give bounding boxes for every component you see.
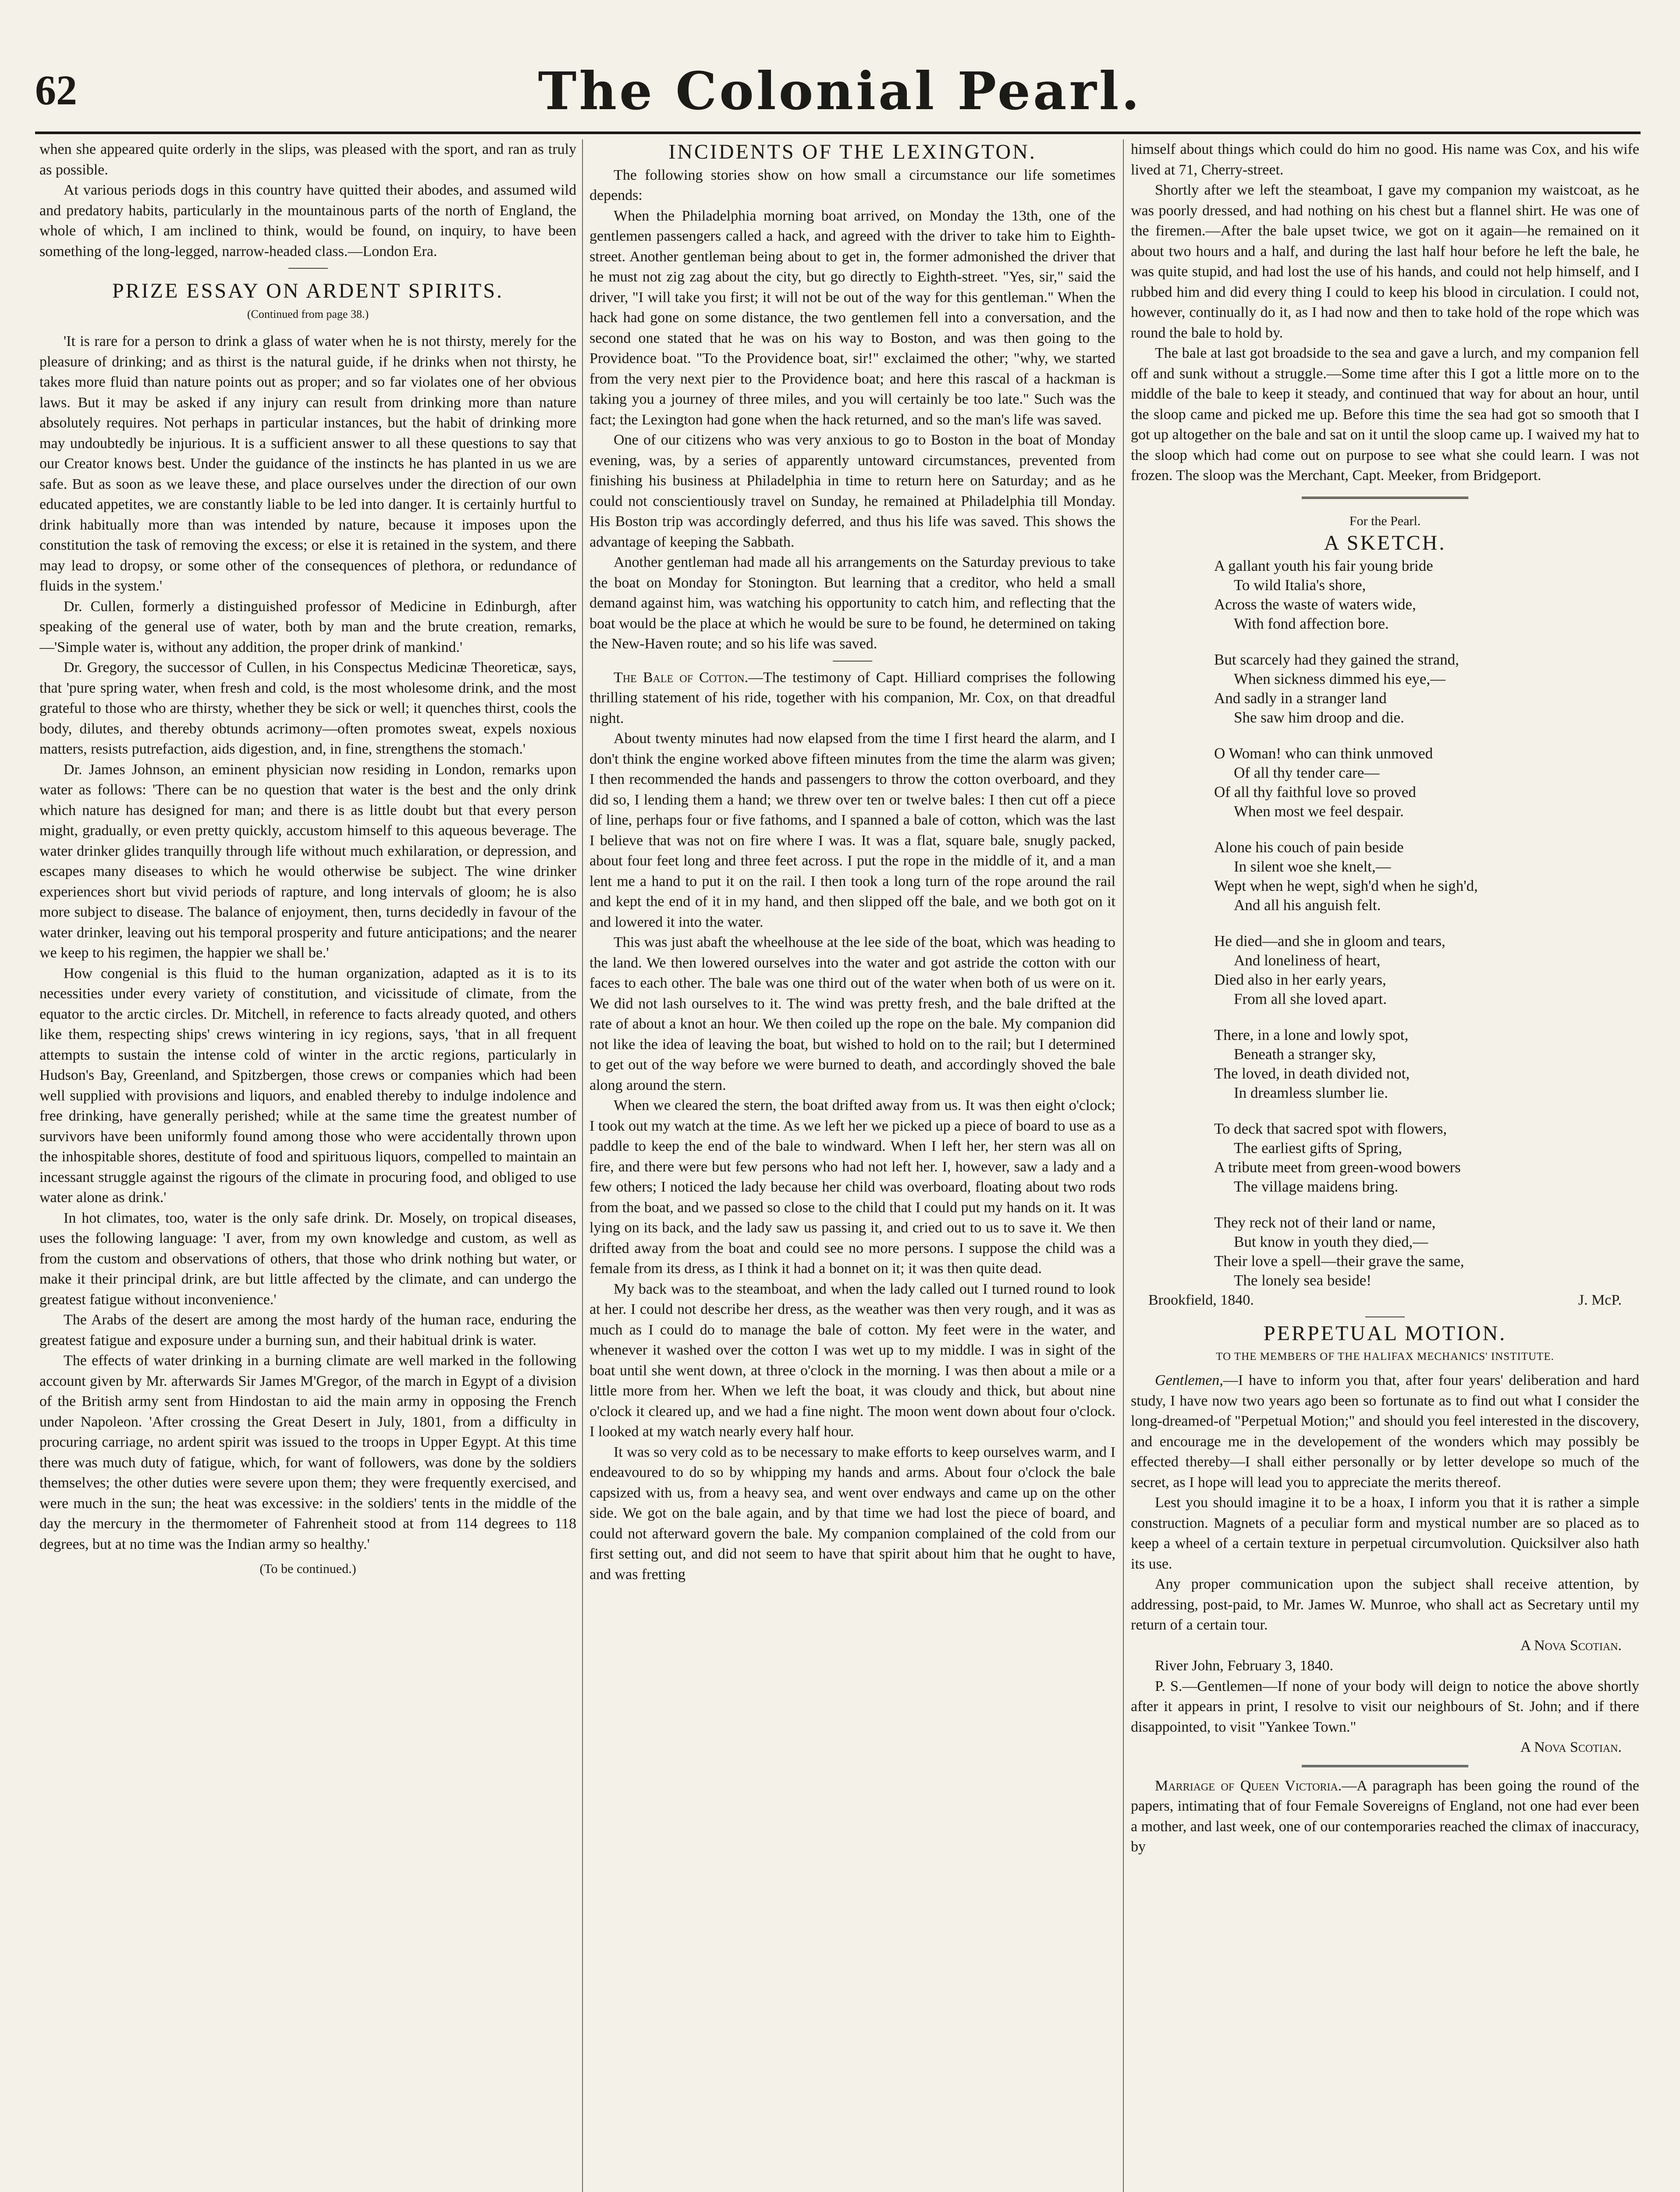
poem-stanza: [1214, 556, 1639, 633]
masthead: [0, 0, 1680, 132]
marriage-heading: Marriage of Queen Victoria.: [1155, 1777, 1342, 1794]
article-paragraph: Shortly after we left the steamboat, I gave my companion my waistcoat, as he was poorly dressed, and had nothing on his chest but a flannel shirt. He was one of the firemen.—After the bale upset twice, we got on it again—he remained on it about two hours and a half, and during the last half hour before he left the bale, he was quite stupid, and had lost the use of his hands, and could not help himself, and I rubbed him and did every thing I could to keep his blood in circulation. I could not, however, continually do it, as I had now and then to take hold of the rope which was round the bale to hold by.: [1131, 182, 1639, 341]
section-double-rule: [1302, 1765, 1468, 1769]
perpetual-motion-heading: PERPETUAL MOTION.: [1263, 1322, 1507, 1345]
perpetual-text: —I have to inform you that, after four years' deliberation and hard study, I have now two years ago been so fortunate as to find out what I consider the long-dreamed-of "Perpetual Motion;" and should you feel interested in the discovery, and encourage me in the developement of the wonders which may possibly be effected thereby—I shall either personally or by letter develope so much of the secret, as I hope will lead you to appreciate the merits thereof.: [1131, 1372, 1639, 1491]
poem-line: Died also in her early years,: [1214, 971, 1386, 988]
for-the-pearl: For the Pearl.: [1349, 513, 1421, 528]
poem-line: From all she loved apart.: [1234, 990, 1387, 1007]
article-paragraph: Any proper communication upon the subject shall receive attention, by addressing, post-paid, to Mr. James W. Munroe, who shall act as Secretary until my return of a certain tour.: [1131, 1576, 1639, 1633]
article-paragraph: How congenial is this fluid to the human organization, adapted as it is to its necessities under every variety of constitution, and vicissitude of climate, from the equator to the arctic circles. Dr. Mitchell, in reference to facts already quoted, and others like them, respecting ships' crews wintering in icy regions, says, 'that in all frequent attempts to sustain the intense cold of winter in the arctic regions, particularly in Hudson's Bay, Greenland, and Spitzbergen, those crews or companies which had been well supplied with provisions and liquors, and enabled thereby to indulge indolence and free drinking, have generally perished; while at the same time the greatest number of survivors have been uniformly found among those who were accidentally thrown upon the inhospitable shores, destitute of food and spirituous liquors, compelled to maintain an incessant struggle against the rigours of the climate in procuring food, and obliged to use water alone as drink.': [39, 965, 576, 1206]
poem-line: To deck that sacred spot with flowers,: [1214, 1120, 1447, 1137]
section-rule: [288, 268, 328, 269]
essay-heading: PRIZE ESSAY ON ARDENT SPIRITS.: [112, 279, 504, 302]
poem-line: And loneliness of heart,: [1234, 951, 1381, 969]
column-2: [590, 139, 1115, 2192]
column-divider: [582, 139, 583, 2192]
poem-stanza: [1214, 650, 1639, 727]
poem-line: They reck not of their land or name,: [1214, 1213, 1436, 1231]
poem-line: A gallant youth his fair young bride: [1214, 557, 1433, 574]
article-paragraph: One of our citizens who was very anxious to go to Boston in the boat of Monday evening, was, by a series of apparently untoward circumstances, prevented from finishing his business at Philadelphia in time to return here on Saturday; and as he could not conscientiously travel on Sunday, he remained at Philadelphia till Monday. His Boston trip was accordingly deferred, and thus his life was saved. This shows the advantage of keeping the Sabbath.: [590, 432, 1115, 550]
article-paragraph: It was so very cold as to be necessary to make efforts to keep ourselves warm, and I endeavoured to do so by whipping my hands and arms. About four o'clock the bale capsized with us, from a heavy sea, and went over endways and came up on the other side. We got on the bale again, and by that time we had lost the piece of board, and could not afterward govern the bale. My companion complained of the cold from our first setting out, and did not seem to have that spirit about him that he ought to have, and was fretting: [590, 1444, 1115, 1583]
article-paragraph: This was just abaft the wheelhouse at the lee side of the boat, which was heading to the land. We then lowered ourselves into the water and got astride the cotton with our faces to each other. The bale was one third out of the water when both of us were on it. We did not lash ourselves to it. The wind was pretty fresh, and the bale drifted at the rate of about a knot an hour. We then coiled up the rope on the bale. My companion did not like the idea of leaving the boat, but wished to hold on to the rail; but I determined to get out of the way before we were burned to death, and accordingly shoved the bale along around the stern.: [590, 934, 1115, 1093]
article-paragraph: [1131, 1370, 1639, 1493]
poem-place: Brookfield, 1840.: [1148, 1292, 1254, 1308]
postscript: P. S.—Gentlemen—If none of your body will deign to notice the above shortly after it appears in print, I resolve to visit our neighbours of St. John; and if there disappointed, to visit "Yankee Town.": [1131, 1678, 1639, 1735]
article-paragraph: At various periods dogs in this country have quitted their abodes, and assumed wild and predatory habits, particularly in the mountainous parts of the north of England, the whole of which, I am inclined to think, would be found, on inquiry, to have been something of the long-legged, narrow-headed class.—London Era.: [39, 182, 576, 260]
article-paragraph: The Arabs of the desert are among the most hardy of the human race, enduring the greatest fatigue and exposure under a burning sun, and their habitual drink is water.: [39, 1312, 576, 1349]
poem-signature: [1131, 1290, 1639, 1311]
article-paragraph: In hot climates, too, water is the only safe drink. Dr. Mosely, on tropical diseases, uses the following language: 'I aver, from my own knowledge and custom, as well as from the custom and observations of others, that those who drink nothing but water, or make it their principal drink, are but little affected by the climate, and can undergo the greatest fatigue without inconvenience.': [39, 1210, 576, 1308]
section-double-rule: [1302, 497, 1468, 501]
poem-line: And all his anguish felt.: [1234, 896, 1381, 914]
poem-line: Beneath a stranger sky,: [1234, 1045, 1376, 1063]
poem-line: And sadly in a stranger land: [1214, 689, 1387, 707]
poem-line: Alone his couch of pain beside: [1214, 838, 1404, 856]
incidents-heading: INCIDENTS OF THE LEXINGTON.: [668, 140, 1037, 164]
poem-line: The village maidens bring.: [1234, 1178, 1399, 1195]
poem-line: In dreamless slumber lie.: [1234, 1084, 1388, 1101]
poem-line: O Woman! who can think unmoved: [1214, 744, 1433, 762]
poem-line: Across the waste of waters wide,: [1214, 595, 1416, 613]
poem-line: The earliest gifts of Spring,: [1234, 1139, 1402, 1156]
poem-line: Their love a spell—their grave the same,: [1214, 1252, 1464, 1270]
article-paragraph: When the Philadelphia morning boat arrived, on Monday the 13th, one of the gentlemen passengers called a hack, and agreed with the driver to take him to Eighth-street. Another gentleman being about to get in, the former admonished the driver that he must not zig zag about the city, but go directly to Eighth-street. "Yes, sir," said the driver, "I will take you first; it will not be out of the way for this gentleman." When the hack had gone on some distance, the two gentlemen fell into a conversation, and the second one stated that he was on his way to Boston, and was then going to the Providence boat. "To the Providence boat, sir!" exclaimed the other; "why, we started from the very next pier to the Providence boat; and here this rascal of a hackman is taking you a journey of three miles, and you will certainly be too late." Such was the fact; the Lexington had gone when the hack returned, and so the man's life was saved.: [590, 207, 1115, 428]
column-divider: [1123, 139, 1124, 2192]
poem-line: When most we feel despair.: [1234, 802, 1404, 820]
poem-line: He died—and she in gloom and tears,: [1214, 932, 1446, 950]
poem-line: There, in a lone and lowly spot,: [1214, 1026, 1409, 1043]
article-paragraph: [1131, 1776, 1639, 1858]
newspaper-title: The Colonial Pearl.: [538, 60, 1142, 121]
perpetual-addressee: TO THE MEMBERS OF THE HALIFAX MECHANICS' INSTITUTE.: [1216, 1350, 1554, 1363]
poem-line: A tribute meet from green-wood bowers: [1214, 1158, 1461, 1176]
article-paragraph: Another gentleman had made all his arrangements on the Saturday previous to take the boat on Monday for Stonington. But learning that a creditor, who held a small demand against him, was watching his opportunity to catch him, and reflecting that the boat would be the place at which he would be sure to be found, he determined on taking the New-Haven route; and so his life was saved.: [590, 554, 1115, 652]
masthead-rule: [35, 132, 1641, 134]
sketch-heading: A SKETCH.: [1324, 531, 1446, 555]
column-1: [39, 139, 576, 2192]
poem-line: Of all thy faithful love so proved: [1214, 783, 1416, 801]
article-paragraph: Dr. Cullen, formerly a distinguished professor of Medicine in Edinburgh, after speaking of the general use of water, both by man and the brute creation, remarks,—'Simple water is, without any addition, the proper drink of mankind.': [39, 598, 576, 655]
article-paragraph: Lest you should imagine it to be a hoax, I inform you that it is rather a simple construction. Magnets of a peculiar form and mystical number are so placed as to keep a wheel of a certain texture in perpetual circumvolution. Quicksilver also hath its use.: [1131, 1495, 1639, 1572]
article-paragraph: himself about things which could do him no good. His name was Cox, and his wife lived at 71, Cherry-street.: [1131, 141, 1639, 178]
bale-intro-text: —The testimony of Capt. Hilliard comprises the following thrilling statement of his ride, together with his companion, Mr. Cox, on that dreadful night.: [590, 669, 1115, 726]
poem-stanza: [1214, 838, 1639, 915]
poem-stanza: [1214, 744, 1639, 821]
to-be-continued: (To be continued.): [259, 1562, 356, 1576]
poem-author: J. McP.: [1578, 1292, 1622, 1308]
poem-stanza: [1214, 1213, 1639, 1290]
bale-intro-paragraph: [590, 668, 1115, 729]
poem-line: Wept when he wept, sigh'd when he sigh'd,: [1214, 877, 1478, 894]
article-paragraph: The bale at last got broadside to the sea and gave a lurch, and my companion fell off and sunk without a struggle.—Some time after this I got a little more on to the middle of the bale to keep it steady, and continued that way for about an hour, until the sloop came and picked me up. Before this time the sea had got so smooth that I got up altogether on the bale and sat on it until the sloop came up. I waived my hat to the sloop which had come out on purpose to see what she could learn. I was not frozen. The sloop was the Merchant, Capt. Meeker, from Bridgeport.: [1131, 345, 1639, 484]
marriage-text: —A paragraph has been going the round of the papers, intimating that of four Female Sovereigns of England, not one had ever been a mother, and last week, one of our contemporaries reached the climax of inaccuracy, by: [1131, 1777, 1639, 1855]
section-rule: [833, 661, 872, 662]
signature: A Nova Scotian.: [1520, 1739, 1622, 1755]
poem-stanza: [1214, 932, 1639, 1009]
article-paragraph: The effects of water drinking in a burning climate are well marked in the following account given by Mr. afterwards Sir James M'Gregor, of the march in Egypt of a division of the British army sent from Hindostan to aid the main army in opposing the French under Napoleon. 'After crossing the Great Desert in July, 1801, from a difficulty in procuring carriage, no ardent spirit was issued to the troops in Upper Egypt. At this time there was much duty of fatigue, which, for want of followers, was done by the soldiers themselves; the other duties were severe upon them; they were frequently exercised, and were much in the sun; the heat was excessive: in the soldiers' tents in the middle of the day the mercury in the thermometer of Fahrenheit stood at from 114 degrees to 118 degrees, but at no time was the Indian army so healthy.': [39, 1352, 576, 1552]
signature: A Nova Scotian.: [1520, 1637, 1622, 1654]
poem-line: The loved, in death divided not,: [1214, 1064, 1410, 1082]
bale-heading: The Bale of Cotton.: [614, 669, 749, 686]
salutation: Gentlemen,: [1155, 1372, 1223, 1388]
page-number: 62: [35, 67, 77, 114]
article-paragraph: My back was to the steamboat, and when the lady called out I turned round to look at her. I could not describe her dress, as the weather was then very rough, and it was as much as I could do to manage the bale of cotton. My feet were in the water, and whenever it washed over the cotton I was wet up to my middle. I was in sight of the boat until she went down, at three o'clock in the morning. I was then about a mile or a little more from her. When we left the boat, it was cloudy and thick, but about nine o'clock it cleared up, and we had a fine night. The moon went down about four o'clock. I looked at my watch nearly every half hour.: [590, 1281, 1115, 1440]
column-3: [1131, 139, 1639, 2192]
poem-line: The lonely sea beside!: [1234, 1271, 1371, 1289]
poem: [1214, 556, 1639, 1290]
article-paragraph: The following stories show on how small a circumstance our life sometimes depends:: [590, 167, 1115, 203]
poem-line: To wild Italia's shore,: [1234, 576, 1366, 594]
poem-stanza: [1214, 1025, 1639, 1103]
poem-line: When sickness dimmed his eye,—: [1234, 670, 1446, 687]
poem-line: But scarcely had they gained the strand,: [1214, 651, 1459, 668]
poem-stanza: [1214, 1119, 1639, 1196]
poem-line: Of all thy tender care—: [1234, 764, 1380, 781]
article-paragraph: When we cleared the stern, the boat drifted away from us. It was then eight o'clock; I took out my watch at the time. As we left her we picked up a piece of board to use as a paddle to keep the end of the bale to windward. When I left her, her stern was all on fire, and there were but few persons who had not left her. I, however, saw a lady and a few others; I noticed the lady because her child was overboard, floating about two rods from the boat, and we passed so close to the child that I could put my hands on it. It was lying on its back, and the lady saw us passing it, and cried out to us to save it. We then drifted away from the boat and could see no more persons. I suppose the child was a female from its dress, as I think it had a bonnet on it; it was then quite dead.: [590, 1097, 1115, 1277]
poem-line: In silent woe she knelt,—: [1234, 858, 1391, 875]
continued-note: (Continued from page 38.): [247, 307, 369, 320]
poem-line: She saw him droop and die.: [1234, 708, 1404, 726]
dateline: River John, February 3, 1840.: [1155, 1658, 1334, 1674]
poem-line: With fond affection bore.: [1234, 615, 1389, 632]
article-paragraph: when she appeared quite orderly in the slips, was pleased with the sport, and ran as truly as possible.: [39, 141, 576, 178]
article-paragraph: Dr. James Johnson, an eminent physician now residing in London, remarks upon water as follows: 'There can be no question that water is the best and the only drink which nature has designed for man; and there is as little doubt but that every person might, gradually, or even pretty quickly, accustom himself to this aqueous beverage. The water drinker glides tranquilly through life without much exhilaration, or depression, and escapes many diseases to which he would otherwise be subject. The wine drinker experiences short but vivid periods of rapture, and long intervals of gloom; he is also more subject to disease. The balance of enjoyment, then, turns decidedly in favour of the water drinker, leaving out his temporal prosperity and future anticipations; and the nearer we keep to his regimen, the happier we shall be.': [39, 761, 576, 961]
poem-line: But know in youth they died,—: [1234, 1233, 1428, 1250]
article-paragraph: 'It is rare for a person to drink a glass of water when he is not thirsty, merely for the pleasure of drinking; and as thirst is the natural guide, if he drinks when not thirsty, he takes more fluid than nature points out as proper; and so far violates one of her obvious laws. But it may be asked if any injury can result from drinking more than nature absolutely requires. Not perhaps in particular instances, but the habit of drinking more may undoubtedly be injurious. It is a sufficient answer to all these questions to say that our Creator knows best. Under the guidance of the instincts he has planted in us we are safe. But as soon as we leave these, and place ourselves under the direction of our own educated appetites, we are constantly liable to be led into danger. It is certainly hurtful to drink habitually more than was intended by nature, because it imposes upon the constitution the task of removing the excess; or else it is retained in the system, and there may lead to dropsy, or some other of the consequences of plethora, or redundance of fluids in the system.': [39, 333, 576, 594]
article-paragraph: Dr. Gregory, the successor of Cullen, in his Conspectus Medicinæ Theoreticæ, says, that 'pure spring water, when fresh and cold, is the most wholesome drink, and the most grateful to those who are thirsty, whether they be sick or well; it quenches thirst, cools the body, dilutes, and thereby obtunds acrimony—often promotes sweat, expels noxious matters, resists putrefaction, aids digestion, and, in fine, strengthens the stomach.': [39, 659, 576, 757]
article-paragraph: About twenty minutes had now elapsed from the time I first heard the alarm, and I don't think the engine worked above fifteen minutes from the time the alarm was given; I then recommended the hands and passengers to throw the cotton overboard, and they did so, I lending them a hand; we threw over ten or twelve bales: I then cut off a piece of line, perhaps four or five fathoms, and I spanned a bale of cotton, which was the last I believe that was not on fire where I was. It was a flat, square bale, snugly packed, about four feet long and three feet across. I put the rope in the middle of it, and a man lent me a hand to put it on the rail. I then took a long turn of the rope around the rail and kept the end of it in my hand, and then slipped off the bale, and we both got on it and lowered it into the water.: [590, 730, 1115, 930]
